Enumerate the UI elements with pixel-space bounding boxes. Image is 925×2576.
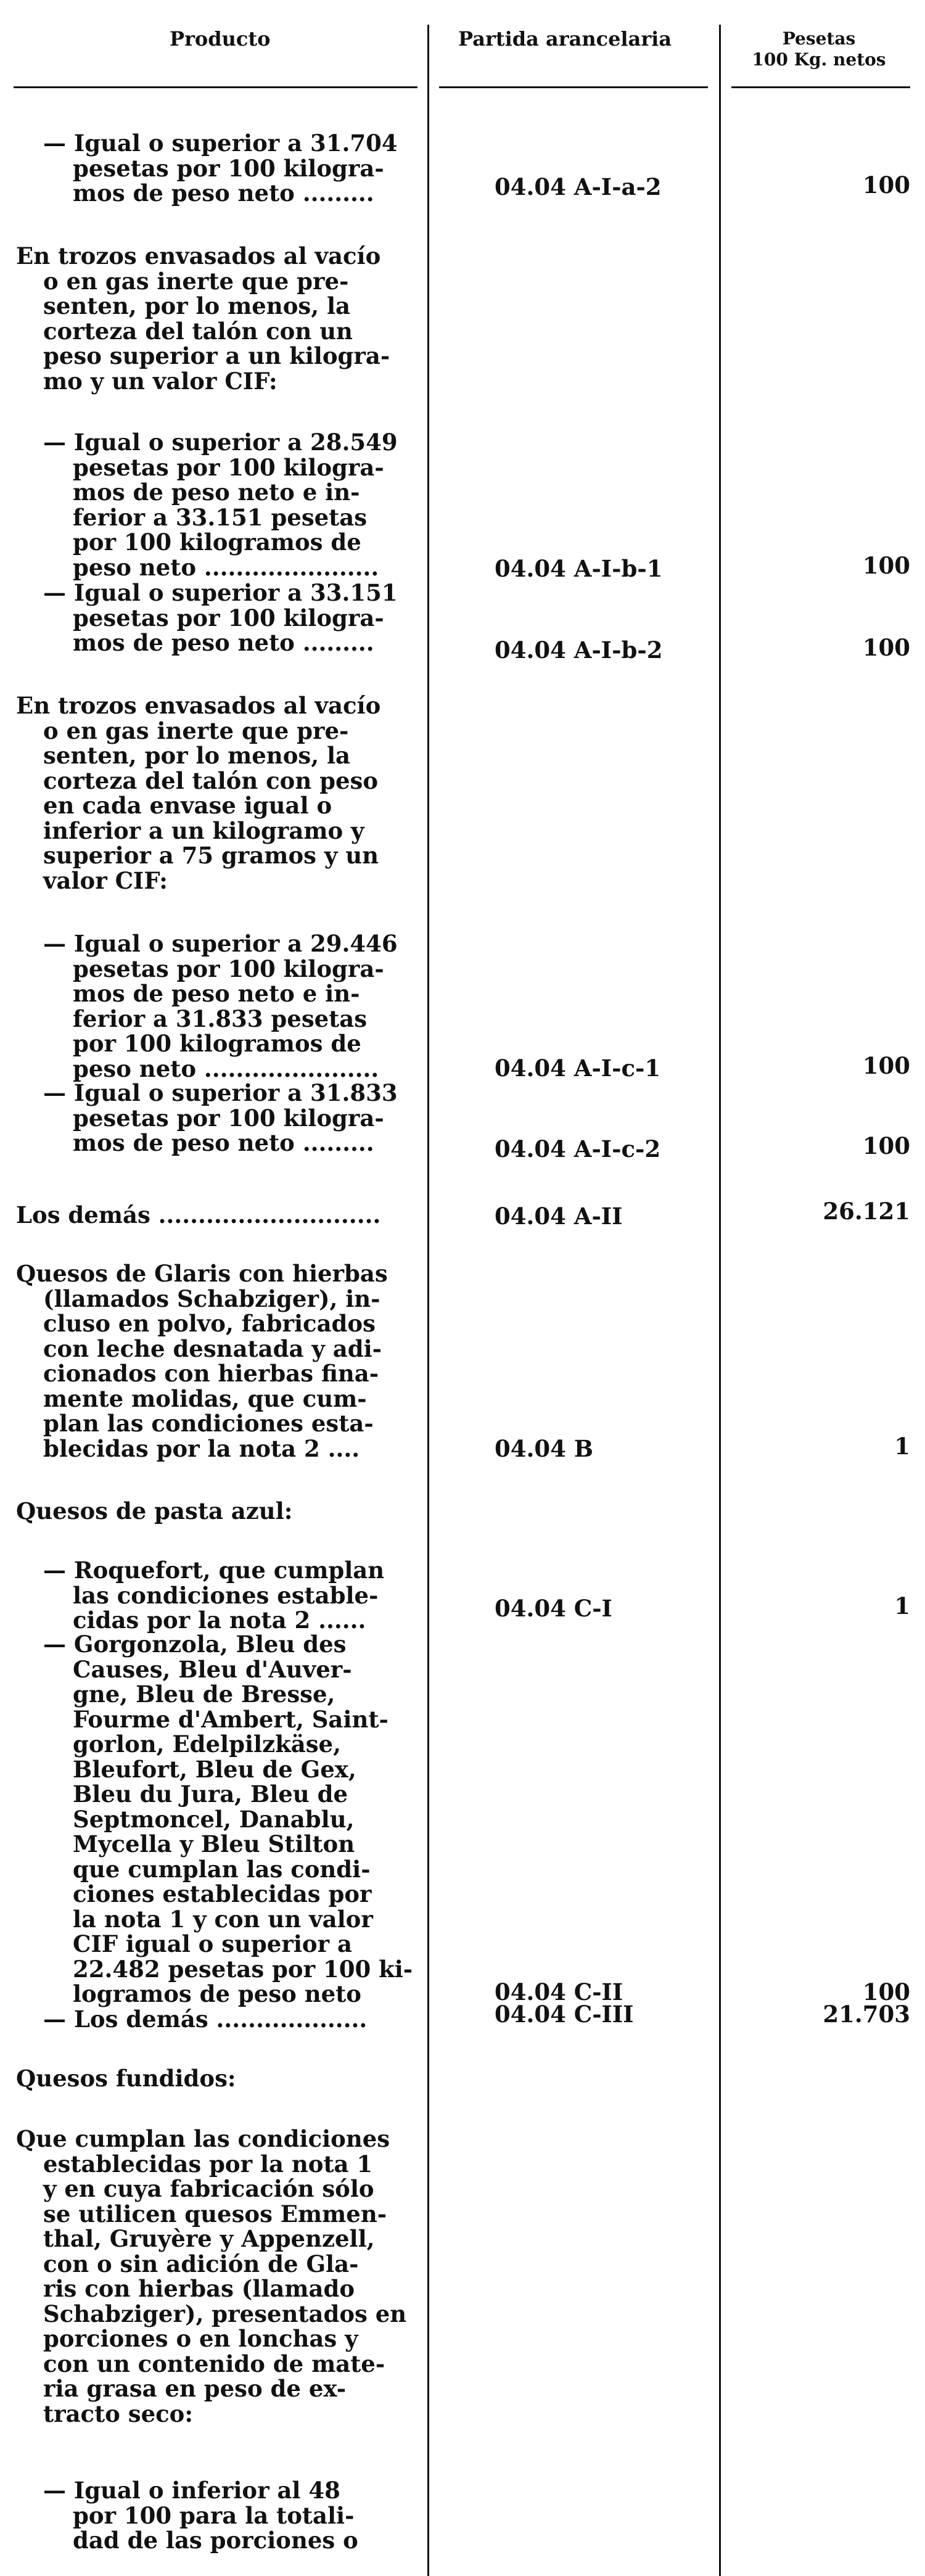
text-line: pesetas por 100 kilogra- — [73, 1104, 384, 1132]
partida-cell: 04.04 C-II — [495, 1978, 623, 2006]
text-line: blecidas por la nota 2 .... — [43, 1434, 360, 1462]
text-line: — Igual o inferior al 48 — [43, 2477, 340, 2504]
text-line: mos de peso neto ......... — [73, 1129, 374, 1156]
text-line: mente molidas, que cum- — [43, 1385, 367, 1412]
text-line: que cumplan las condi- — [73, 1855, 371, 1883]
text-line: — Igual o superior a 33.151 — [43, 579, 398, 606]
text-block — [16, 2126, 406, 2426]
text-block — [43, 2478, 358, 2553]
pesetas-cell: 1 — [894, 1433, 910, 1460]
text-line: por 100 kilogramos de — [73, 1030, 361, 1057]
text-line: peso neto ...................... — [73, 553, 379, 581]
header-pesetas — [726, 28, 911, 70]
text-line: mo y un valor CIF: — [43, 367, 278, 395]
text-line: — Igual o superior a 29.446 — [43, 930, 398, 957]
text-block — [16, 244, 390, 393]
text-line: o en gas inerte que pre- — [43, 267, 349, 295]
partida-cell: 04.04 B — [495, 1435, 594, 1462]
text-line: 22.482 pesetas por 100 ki- — [73, 1955, 413, 1983]
text-block — [16, 1499, 292, 1524]
text-line: ferior a 31.833 pesetas — [73, 1005, 368, 1032]
column-divider-right — [719, 25, 721, 2576]
header-rule-producto — [14, 86, 417, 88]
text-line: las condiciones estable- — [73, 1581, 379, 1609]
text-line: peso neto ...................... — [73, 1055, 379, 1082]
text-line: logramos de peso neto — [73, 1980, 361, 2007]
text-line: En trozos envasados al vacío — [16, 242, 381, 270]
text-block — [43, 1558, 384, 1633]
partida-cell: 04.04 A-I-b-2 — [495, 636, 663, 664]
text-line: — Igual o superior a 31.833 — [43, 1079, 398, 1106]
text-line: — Los demás ................... — [43, 2006, 368, 2033]
text-line: senten, por lo menos, la — [43, 742, 351, 769]
text-line: mos de peso neto ......... — [73, 179, 374, 207]
text-line: — Roquefort, que cumplan — [43, 1557, 385, 1584]
text-line: mos de peso neto e in- — [73, 980, 360, 1007]
partida-cell: 04.04 C-I — [495, 1595, 612, 1622]
text-line: o en gas inerte que pre- — [43, 717, 349, 744]
pesetas-cell: 100 — [862, 1978, 910, 2006]
text-line: plan las condiciones esta- — [43, 1410, 374, 1437]
text-line: ciones establecidas por — [73, 1880, 372, 1907]
text-line: corteza del talón con peso — [43, 767, 379, 794]
partida-cell: 04.04 A-I-c-1 — [495, 1055, 661, 1082]
partida-cell: 04.04 A-I-c-2 — [495, 1135, 661, 1162]
text-line: pesetas por 100 kilogra- — [73, 453, 384, 481]
text-block — [43, 430, 398, 580]
pesetas-cell: 100 — [862, 552, 910, 579]
text-line: por 100 para la totali- — [73, 2501, 355, 2529]
header-rule-pesetas — [731, 86, 910, 88]
text-line: y en cuya fabricación sólo — [43, 2175, 374, 2202]
text-line: cionados con hierbas fina- — [43, 1360, 379, 1387]
text-line: Mycella y Bleu Stilton — [73, 1830, 355, 1858]
text-block — [43, 131, 398, 206]
text-block — [16, 2066, 236, 2091]
text-block — [43, 931, 398, 1081]
text-line: corteza del talón con un — [43, 317, 353, 345]
text-line: CIF igual o superior a — [73, 1930, 352, 1957]
header-partida-arancelaria: Partida arancelaria — [458, 27, 672, 51]
column-divider-left — [427, 25, 429, 2576]
text-line: Quesos fundidos: — [16, 2065, 236, 2092]
text-line: con leche desnatada y adi- — [43, 1335, 382, 1362]
text-line: pesetas por 100 kilogra- — [73, 955, 384, 982]
pesetas-cell: 100 — [862, 634, 910, 661]
header-pesetas-line2: 100 Kg. netos — [752, 49, 886, 70]
text-line: thal, Gruyère y Appenzell, — [43, 2225, 375, 2252]
pesetas-cell: 26.121 — [823, 1198, 910, 1225]
text-line: gorlon, Edelpilzkäse, — [73, 1730, 341, 1758]
text-line: porciones o en lonchas y — [43, 2325, 358, 2352]
text-line: por 100 kilogramos de — [73, 529, 361, 556]
partida-cell: 04.04 A-I-b-1 — [495, 555, 663, 582]
text-block — [43, 2007, 367, 2032]
pesetas-cell: 100 — [862, 171, 910, 199]
text-line: ferior a 33.151 pesetas — [73, 503, 368, 531]
text-line: Schabziger), presentados en — [43, 2300, 407, 2327]
text-line: Fourme d'Ambert, Saint- — [73, 1705, 388, 1733]
text-line: Bleufort, Bleu de Gex, — [73, 1755, 356, 1783]
text-block — [16, 693, 380, 893]
text-line: ria grasa en peso de ex- — [43, 2375, 347, 2402]
text-line: cidas por la nota 2 ...... — [73, 1607, 366, 1634]
text-line: pesetas por 100 kilogra- — [73, 154, 384, 182]
text-line: Septmoncel, Danablu, — [73, 1805, 355, 1833]
text-line: la nota 1 y con un valor — [73, 1905, 373, 1933]
text-line: se utilicen quesos Emmen- — [43, 2200, 387, 2228]
text-line: en cada envase igual o — [43, 792, 332, 819]
header-rule-partida — [439, 86, 708, 88]
pesetas-cell: 1 — [894, 1592, 910, 1619]
text-line: Causes, Bleu d'Auver- — [73, 1655, 352, 1683]
text-line: gne, Bleu de Bresse, — [73, 1681, 335, 1708]
text-line: cluso en polvo, fabricados — [43, 1310, 376, 1337]
text-line: ris con hierbas (llamado — [43, 2275, 355, 2302]
text-line: peso superior a un kilogra- — [43, 342, 390, 369]
text-line: establecidas por la nota 1 — [43, 2150, 373, 2178]
text-line: (llamados Schabziger), in- — [43, 1285, 380, 1312]
text-line: — Gorgonzola, Bleu des — [43, 1631, 347, 1658]
pesetas-cell: 21.703 — [823, 2001, 910, 2028]
text-line: superior a 75 gramos y un — [43, 842, 379, 869]
text-line: dad de las porciones o — [73, 2527, 358, 2554]
pesetas-cell: 100 — [862, 1052, 910, 1079]
header-producto: Producto — [170, 27, 271, 51]
partida-cell: 04.04 A-I-a-2 — [495, 173, 662, 200]
partida-cell: 04.04 A-II — [495, 1203, 623, 1230]
text-block — [16, 1203, 380, 1228]
text-line: Que cumplan las condiciones — [16, 2125, 390, 2152]
text-block — [43, 580, 398, 656]
text-line: con un contenido de mate- — [43, 2350, 385, 2377]
text-block — [16, 1261, 388, 1461]
text-line: Bleu du Jura, Bleu de — [73, 1780, 348, 1808]
pesetas-cell: 100 — [862, 1132, 910, 1159]
text-block — [43, 1080, 398, 1156]
header-pesetas-line1: Pesetas — [782, 28, 856, 49]
text-block — [43, 1632, 413, 2007]
text-line: valor CIF: — [43, 866, 168, 894]
partida-cell: 04.04 C-III — [495, 2001, 634, 2028]
text-line: senten, por lo menos, la — [43, 292, 351, 319]
text-line: — Igual o superior a 31.704 — [43, 130, 398, 157]
text-line: Los demás ............................ — [16, 1201, 381, 1228]
text-line: Quesos de Glaris con hierbas — [16, 1260, 388, 1287]
text-line: Quesos de pasta azul: — [16, 1497, 293, 1525]
text-line: tracto seco: — [43, 2400, 193, 2427]
text-line: con o sin adición de Gla- — [43, 2250, 359, 2278]
text-line: inferior a un kilogramo y — [43, 817, 364, 844]
text-line: — Igual o superior a 28.549 — [43, 429, 398, 456]
text-line: En trozos envasados al vacío — [16, 692, 381, 719]
text-line: mos de peso neto e in- — [73, 479, 360, 506]
text-line: pesetas por 100 kilogra- — [73, 604, 384, 632]
text-line: mos de peso neto ......... — [73, 629, 374, 656]
